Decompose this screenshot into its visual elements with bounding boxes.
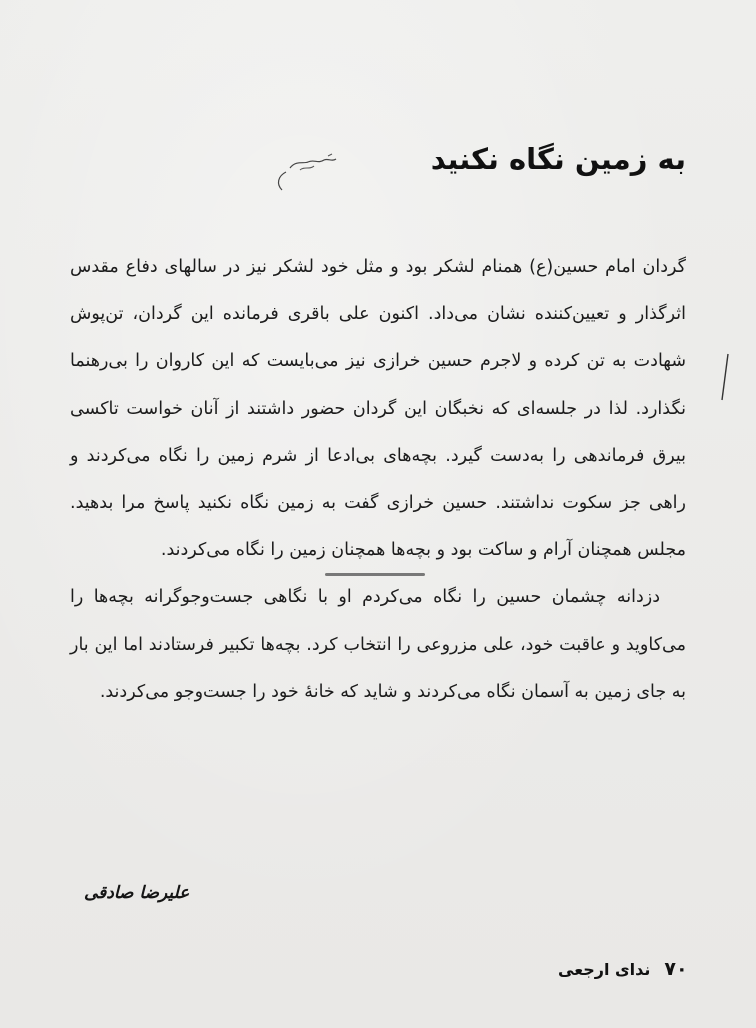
author-name: علیرضا صادقی [84, 883, 190, 903]
page-number: ۷۰ [664, 958, 688, 980]
paragraph-1: گردان امام حسین(ع) همنام لشکر بود و مثل خود لشکر نیز در سالهای دفاع مقدس اثرگذار و تعیین‌کننده نشان می‌داد. اکنون علی باقری فرمانده این گردان، تن‌پوش شهادت به تن کرده و لاجرم حسین خرازی نیز می‌بایست که این کاروان را بی‌رهنما نگذارد. لذا در جلسه‌ای که نخبگان این گردان حضور داشتند از آنان خواست تاکسی بیرق فرماندهی را به‌دست گیرد. بچه‌های بی‌ادعا از شرم زمین را نگاه می‌کردند و راهی جز سکوت نداشتند. حسین خرازی گفت به زمین نگاه نکنید پاسخ مرا بدهید. مجلس همچنان آرام و ساکت بود و بچه‌ها همچنان زمین را نگاه می‌کردند. [70, 257, 686, 561]
margin-pen-stroke [718, 352, 732, 402]
article-body [70, 244, 686, 716]
pen-underline-mark [325, 573, 425, 576]
book-title: ندای ارجعی [558, 960, 651, 979]
paragraph-2: دزدانه چشمان حسین را نگاه می‌کردم او با نگاهی جست‌وجوگرانه بچه‌ها را می‌کاوید و عاقبت خود، علی مزروعی را انتخاب کرد. بچه‌ها تکبیر فرستادند اما این بار به جای زمین به آسمان نگاه می‌کردند و شاید که خانهٔ خود را جست‌وجو می‌کردند. [70, 587, 686, 702]
page-footer [558, 958, 688, 980]
handwritten-signature [270, 150, 350, 200]
page-title: به زمین نگاه نکنید [430, 142, 686, 176]
